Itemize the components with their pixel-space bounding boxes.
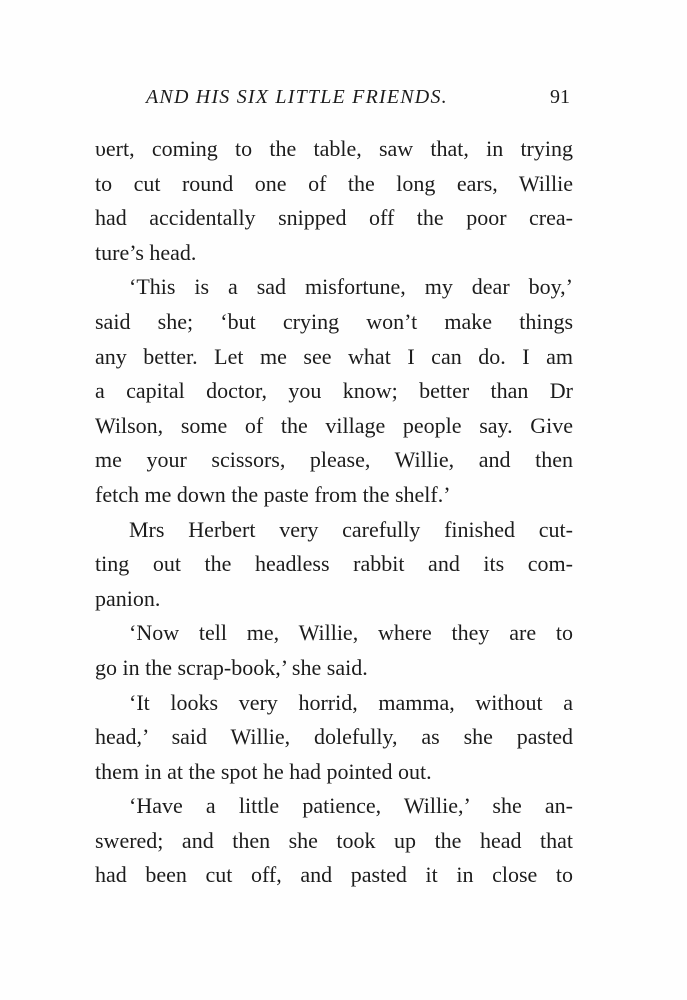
text-line: head,’ said Willie, dolefully, as she pasted <box>95 724 573 750</box>
text-line: Mrs Herbert very carefully finished cut- <box>129 516 573 542</box>
text-line: fetch me down the paste from the shelf.’ <box>95 481 451 507</box>
text-line: υert, coming to the table, saw that, in trying <box>95 136 573 161</box>
text-line: ting out the headless rabbit and its com- <box>95 551 573 577</box>
text-line: panion. <box>95 585 161 611</box>
running-title: AND HIS SIX LITTLE FRIENDS. <box>146 86 448 108</box>
text-line: them in at the spot he had pointed out. <box>95 758 432 784</box>
text-line: had been cut off, and pasted it in close to <box>95 862 573 888</box>
text-line: a capital doctor, you know; better than Dr <box>95 378 573 404</box>
text-line: said she; ‘but crying won’t make things <box>95 308 573 334</box>
text-line: any better. Let me see what I can do. I am <box>95 343 573 369</box>
text-line: ‘This is a sad misfortune, my dear boy,’ <box>129 274 573 300</box>
running-head <box>96 86 574 116</box>
text-line: ‘Now tell me, Willie, where they are to <box>129 620 573 646</box>
text-line: had accidentally snipped off the poor crea- <box>95 205 573 231</box>
text-line: ture’s head. <box>95 239 197 265</box>
text-line: me your scissors, please, Willie, and then <box>95 447 573 473</box>
text-line: go in the scrap-book,’ she said. <box>95 654 368 680</box>
text-line: to cut round one of the long ears, Willie <box>95 170 573 196</box>
text-line: ‘Have a little patience, Willie,’ she an- <box>129 793 573 819</box>
text-line: Wilson, some of the village people say. Give <box>95 412 573 438</box>
text-line: ‘It looks very horrid, mamma, without a <box>129 689 573 715</box>
text-line: swered; and then she took up the head that <box>95 827 573 853</box>
page-number: 91 <box>550 86 570 108</box>
body-text <box>95 132 573 893</box>
